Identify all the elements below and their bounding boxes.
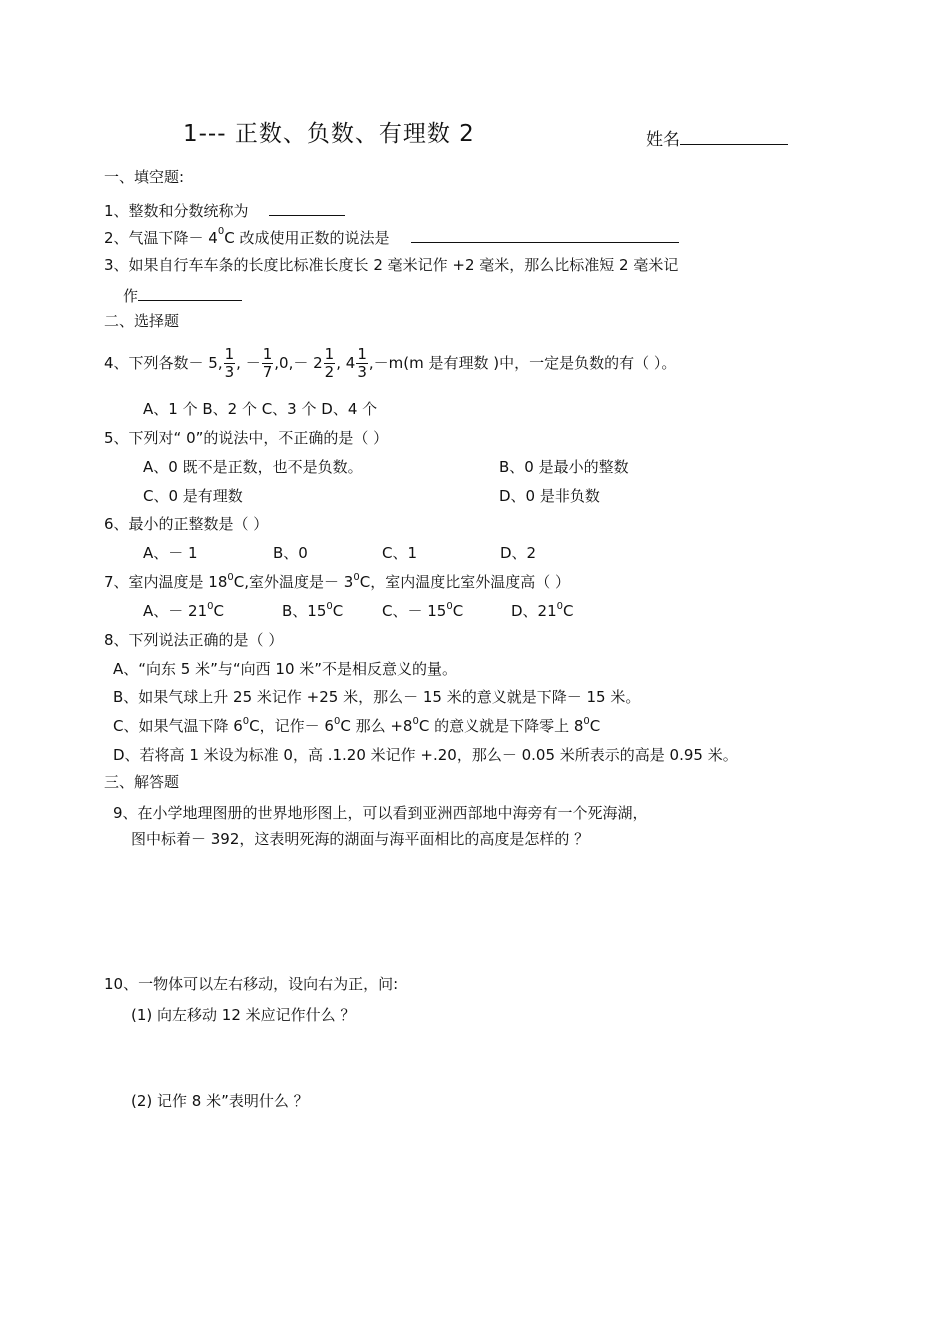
answer-blank-1[interactable]: [269, 199, 345, 216]
question-2: [104, 226, 679, 248]
question-5-option-b: B、0 是最小的整数: [499, 458, 629, 476]
question-3-line-2: [123, 284, 242, 306]
question-4: 4、下列各数－ 5, $\frac{1}{3}$ , － $\frac{1}{7}$ ,0,－ 2 $\frac{1}{2}$ , 4 $\frac{1}{3}$ ,－m(m 是有理数 )中，一定是负数的有（ ）。: [104, 345, 677, 381]
question-5-stem: 5、下列对“ 0”的说法中，不正确的是（ ）: [104, 429, 389, 447]
name-blank[interactable]: [680, 128, 788, 145]
question-7-stem: 7、室内温度是 $18^0C$,室外温度是－ $3^0C$，室内温度比室外温度高（ ）: [104, 572, 570, 591]
degree-sup: 0: [217, 226, 225, 237]
answer-blank-2[interactable]: [411, 226, 679, 243]
question-6-option-a: A、－ 1: [143, 544, 198, 562]
question-8-option-d: D、若将高 1 米设为标准 0，高 .1.20 米记作 +.20，那么－ 0.05 米所表示的高是 0.95 米。: [113, 746, 738, 764]
question-4-options: A、1 个 B、2 个 C、3 个 D、4 个: [143, 400, 378, 418]
question-10-stem: 10、一物体可以左右移动，设向右为正，问:: [104, 975, 399, 993]
question-6-option-b: B、0: [273, 544, 308, 562]
question-10-part-1: (1) 向左移动 12 米应记作什么 ？: [131, 1006, 356, 1024]
answer-blank-3[interactable]: [138, 284, 242, 301]
question-7-option-d: D、$21^0C$: [511, 601, 574, 620]
name-field-group: [646, 128, 788, 150]
question-7-option-b: B、$15^0C$: [282, 601, 344, 620]
page-title: 1--- 正数、负数、有理数 2: [183, 121, 475, 147]
name-label: 姓名: [646, 130, 680, 150]
question-6-stem: 6、最小的正整数是（ ）: [104, 515, 269, 533]
question-8-option-c: C、如果气温下降 $6^0C$，记作－ $6^0C$ 那么 $+8^0C$ 的意义就是下降零上 $8^0C$: [113, 716, 601, 735]
fraction-2: $\frac{1}{7}$: [262, 345, 273, 381]
question-7-option-a: A、－ $21^0C$: [143, 601, 224, 620]
question-8-option-b: B、如果气球上升 25 米记作 +25 米，那么－ 15 米的意义就是下降－ 15 米。: [113, 688, 641, 706]
question-5-option-c: C、0 是有理数: [143, 487, 243, 505]
fraction-4: $\frac{1}{3}$: [357, 345, 367, 381]
question-2-text-a: 2、气温下降－ 4: [104, 229, 218, 247]
question-5-option-d: D、0 是非负数: [499, 487, 600, 505]
question-4-prefix: 4、下列各数－ 5,: [104, 354, 223, 372]
question-6-option-c: C、1: [382, 544, 418, 562]
question-2-text-b: C 改成使用正数的说法是: [224, 229, 390, 247]
question-3-text-b: 作: [123, 287, 139, 305]
question-8-option-a: A、“向东 5 米”与“向西 10 米”不是相反意义的量。: [113, 660, 458, 678]
question-1: [104, 199, 345, 221]
section-heading-fill: 一、填空题:: [104, 168, 185, 186]
question-8-stem: 8、下列说法正确的是（ ）: [104, 631, 284, 649]
question-3-line-1: 3、如果自行车车条的长度比标准长度长 2 毫米记作 +2 毫米，那么比标准短 2 毫米记: [104, 256, 679, 274]
question-7-option-c: C、－ $15^0C$: [382, 601, 464, 620]
fraction-3: $\frac{1}{2}$: [324, 345, 335, 381]
question-5-option-a: A、0 既不是正数，也不是负数。: [143, 458, 363, 476]
question-9-line-1: 9、在小学地理图册的世界地形图上，可以看到亚洲西部地中海旁有一个死海湖，: [113, 804, 648, 822]
section-heading-choice: 二、选择题: [104, 312, 180, 330]
question-6-option-d: D、2: [500, 544, 537, 562]
question-4-suffix: ,－m(m 是有理数 )中，一定是负数的有（ ）。: [368, 354, 677, 372]
question-9-line-2: 图中标着－ 392，这表明死海的湖面与海平面相比的高度是怎样的 ？: [131, 830, 590, 848]
fraction-1: $\frac{1}{3}$: [224, 345, 235, 381]
question-10-part-2: (2) 记作 8 米”表明什么 ？: [131, 1092, 309, 1110]
question-1-text: 1、整数和分数统称为: [104, 202, 249, 220]
section-heading-solve: 三、解答题: [104, 773, 180, 791]
